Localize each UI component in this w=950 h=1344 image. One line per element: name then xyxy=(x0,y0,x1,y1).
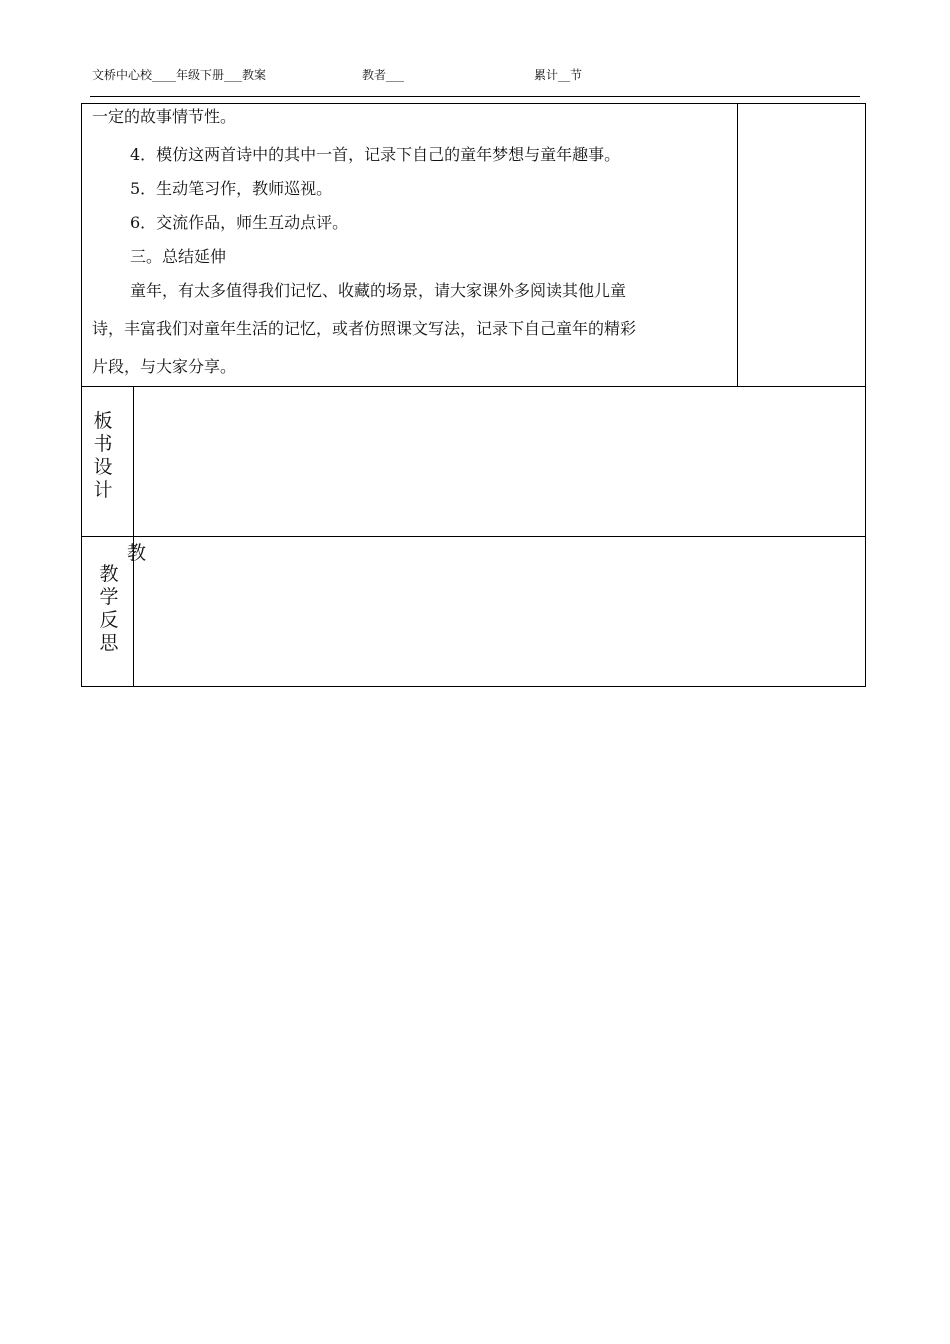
content-line: 一定的故事情节性。 xyxy=(92,107,237,126)
stray-character: 教 xyxy=(127,542,147,564)
row-divider-2 xyxy=(82,536,865,537)
lesson-count-label: 累计__节 xyxy=(534,68,583,82)
label-char: 反 xyxy=(99,609,119,631)
summary-line: 诗，丰富我们对童年生活的记忆，或者仿照课文写法，记录下自己童年的精彩 xyxy=(92,319,637,338)
label-column-divider xyxy=(133,386,134,686)
content-item: 5．生动笔习作，教师巡视。 xyxy=(130,179,333,198)
row-divider-1 xyxy=(82,386,865,387)
label-char: 板 xyxy=(93,410,113,432)
label-char: 书 xyxy=(93,433,113,455)
content-item: 6．交流作品，师生互动点评。 xyxy=(130,213,349,232)
label-char: 学 xyxy=(99,586,119,608)
content-item: 4．模仿这两首诗中的其中一首，记录下自己的童年梦想与童年趣事。 xyxy=(130,145,621,164)
label-char: 思 xyxy=(99,632,119,654)
page-header xyxy=(92,66,860,84)
teacher-label: 教者___ xyxy=(362,68,405,82)
content-item: 三。总结延伸 xyxy=(130,247,227,266)
label-char: 教 xyxy=(99,563,119,585)
summary-line: 童年，有太多值得我们记忆、收藏的场景，请大家课外多阅读其他儿童 xyxy=(130,281,627,300)
teaching-reflection-label xyxy=(97,563,121,655)
board-design-label xyxy=(91,410,115,502)
summary-line: 片段，与大家分享。 xyxy=(92,357,237,376)
label-char: 计 xyxy=(93,479,113,501)
label-char: 设 xyxy=(93,456,113,478)
header-rule xyxy=(90,96,860,97)
school-grade-label: 文桥中心校____年级下册___教案 xyxy=(92,68,267,82)
notes-column-divider xyxy=(737,104,738,386)
